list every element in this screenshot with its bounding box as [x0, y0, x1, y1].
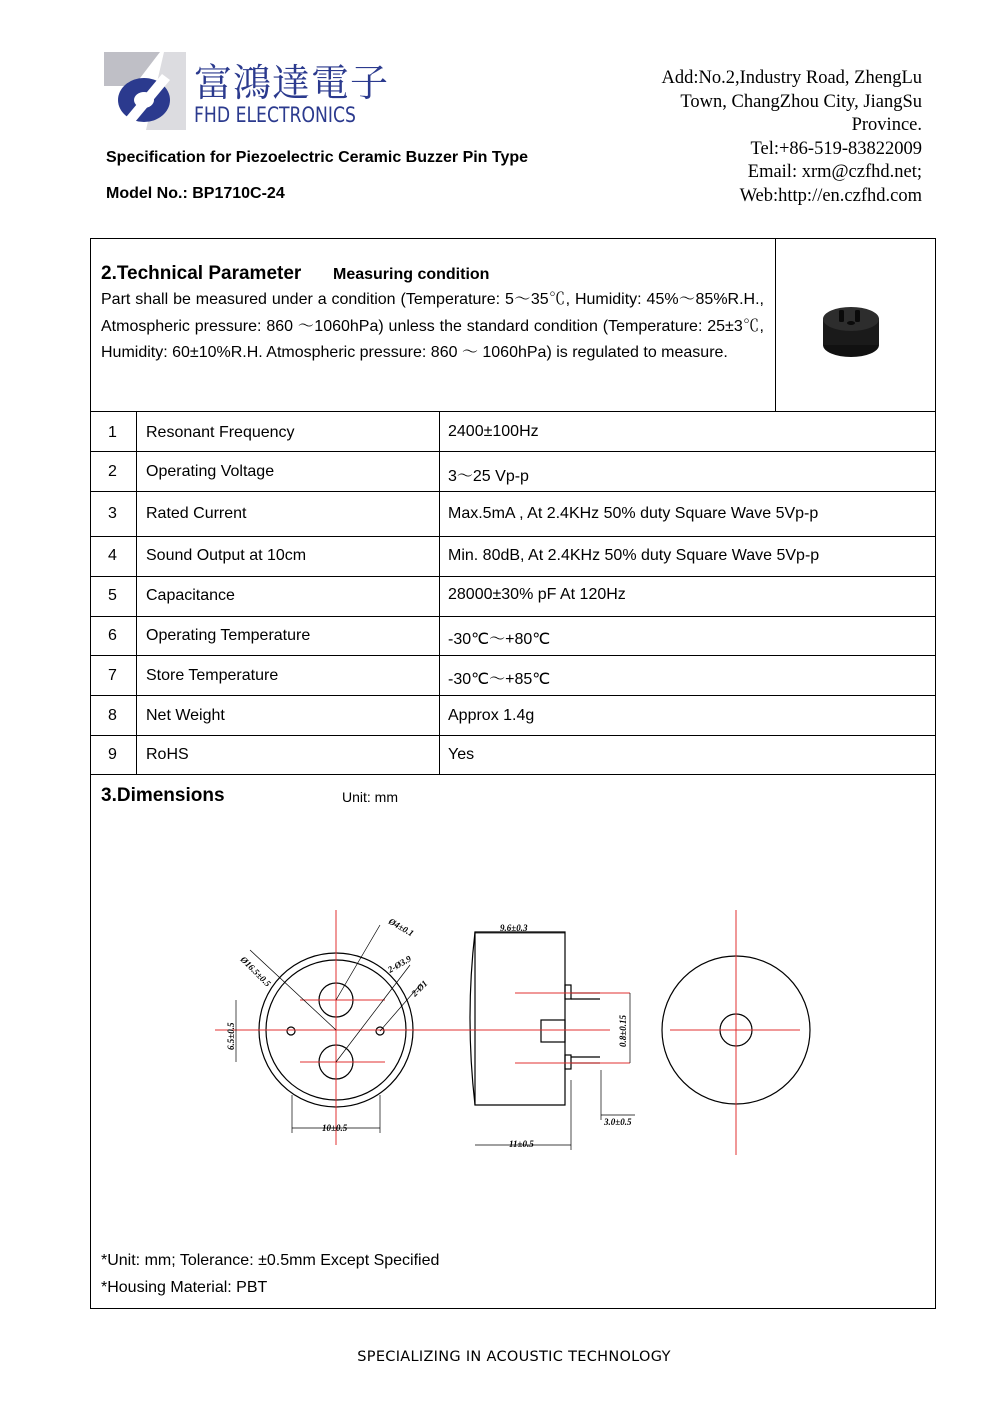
row-number: 1 [108, 424, 117, 441]
parameter-name: Net Weight [146, 707, 225, 724]
dimensions-unit: Unit: mm [342, 789, 398, 805]
row-number: 9 [108, 746, 117, 763]
technical-heading: 2.Technical Parameter [101, 263, 302, 284]
pin-length-label: 3.0±0.5 [604, 1117, 632, 1127]
row-number: 2 [108, 463, 117, 480]
housing-material-note: *Housing Material: PBT [101, 1279, 268, 1296]
parameter-name: Operating Temperature [146, 627, 311, 644]
parameter-name: Resonant Frequency [146, 424, 295, 441]
company-name-cn: 富鴻達電子 [194, 61, 390, 105]
parameter-name: Operating Voltage [146, 463, 275, 480]
company-logo-icon [104, 52, 186, 130]
company-name-en: FHD ELECTRONICS [194, 103, 356, 127]
parameter-name: Capacitance [146, 587, 235, 604]
measuring-condition-text: Part shall be measured under a condition (Temperature: 5～35℃, Humidity: 45%～85%R.H., Atmospheric pressure: 860 ～1060hPa) unless the standard condition (Temperature: 25±3℃, Humidity: 60±10%R.H. Atmospheric pressure: 860 ～ 1060hPa) is regulated to measure. [101, 291, 764, 361]
row-number: 3 [108, 505, 117, 522]
pin-pitch-label: 6.5±0.5 [226, 1022, 236, 1050]
address-line: Province. [851, 115, 922, 135]
parameter-value: Max.5mA , At 2.4KHz 50% duty Square Wave 5Vp-p [448, 505, 819, 522]
telephone: Tel:+86-519-83822009 [750, 138, 922, 159]
footer-slogan: SPECIALIZING IN ACOUSTIC TECHNOLOGY [357, 1349, 671, 1365]
website: Web:http://en.czfhd.com [739, 185, 922, 206]
row-number: 5 [108, 587, 117, 604]
model-number: Model No.: BP1710C-24 [106, 185, 285, 202]
parameter-value: Min. 80dB, At 2.4KHz 50% duty Square Wave 5Vp-p [448, 547, 820, 564]
measuring-condition-label: Measuring condition [333, 266, 490, 283]
parameter-name: RoHS [146, 746, 189, 763]
buzzer-photo-icon [819, 299, 883, 363]
address-line: Town, ChangZhou City, JiangSu [680, 91, 922, 112]
parameter-name: Rated Current [146, 505, 247, 522]
parameter-value: -30℃～+80℃ [448, 631, 551, 648]
small-hole-label: 2-Ø1 [409, 978, 430, 999]
row-number: 8 [108, 707, 117, 724]
address-line: Add:No.2,Industry Road, ZhengLu [661, 68, 922, 88]
diameter-label: Ø16.5±0.5 [238, 954, 273, 989]
dimension-drawing [210, 905, 820, 1165]
parameter-name: Store Temperature [146, 667, 279, 684]
hole-label: Ø4±0.1 [387, 916, 416, 939]
total-length-label: 11±0.5 [509, 1139, 534, 1149]
row-number: 6 [108, 627, 117, 644]
width-label: 10±0.5 [322, 1123, 348, 1133]
email: Email: xrm@czfhd.net; [747, 162, 922, 182]
tolerance-note: *Unit: mm; Tolerance: ±0.5mm Except Specified [101, 1252, 440, 1269]
dimensions-heading: 3.Dimensions [101, 785, 225, 806]
height-label: 9.6±0.3 [500, 923, 528, 933]
parameter-value: Approx 1.4g [448, 707, 535, 724]
spec-title: Specification for Piezoelectric Ceramic Buzzer Pin Type [106, 149, 529, 166]
pin-hole-label: 2-Ø3.9 [386, 953, 413, 975]
parameter-value: 3～25 Vp-p [448, 468, 529, 485]
row-number: 4 [108, 547, 117, 564]
parameter-value: 2400±100Hz [448, 423, 539, 440]
company-contact [661, 67, 922, 208]
parameter-value: 28000±30% pF At 120Hz [448, 586, 626, 603]
parameter-value: Yes [448, 746, 475, 763]
pin-diameter-label: 0.8±0.15 [618, 1015, 628, 1047]
row-number: 7 [108, 667, 117, 684]
parameter-name: Sound Output at 10cm [146, 547, 307, 564]
parameter-value: -30℃～+85℃ [448, 671, 551, 688]
